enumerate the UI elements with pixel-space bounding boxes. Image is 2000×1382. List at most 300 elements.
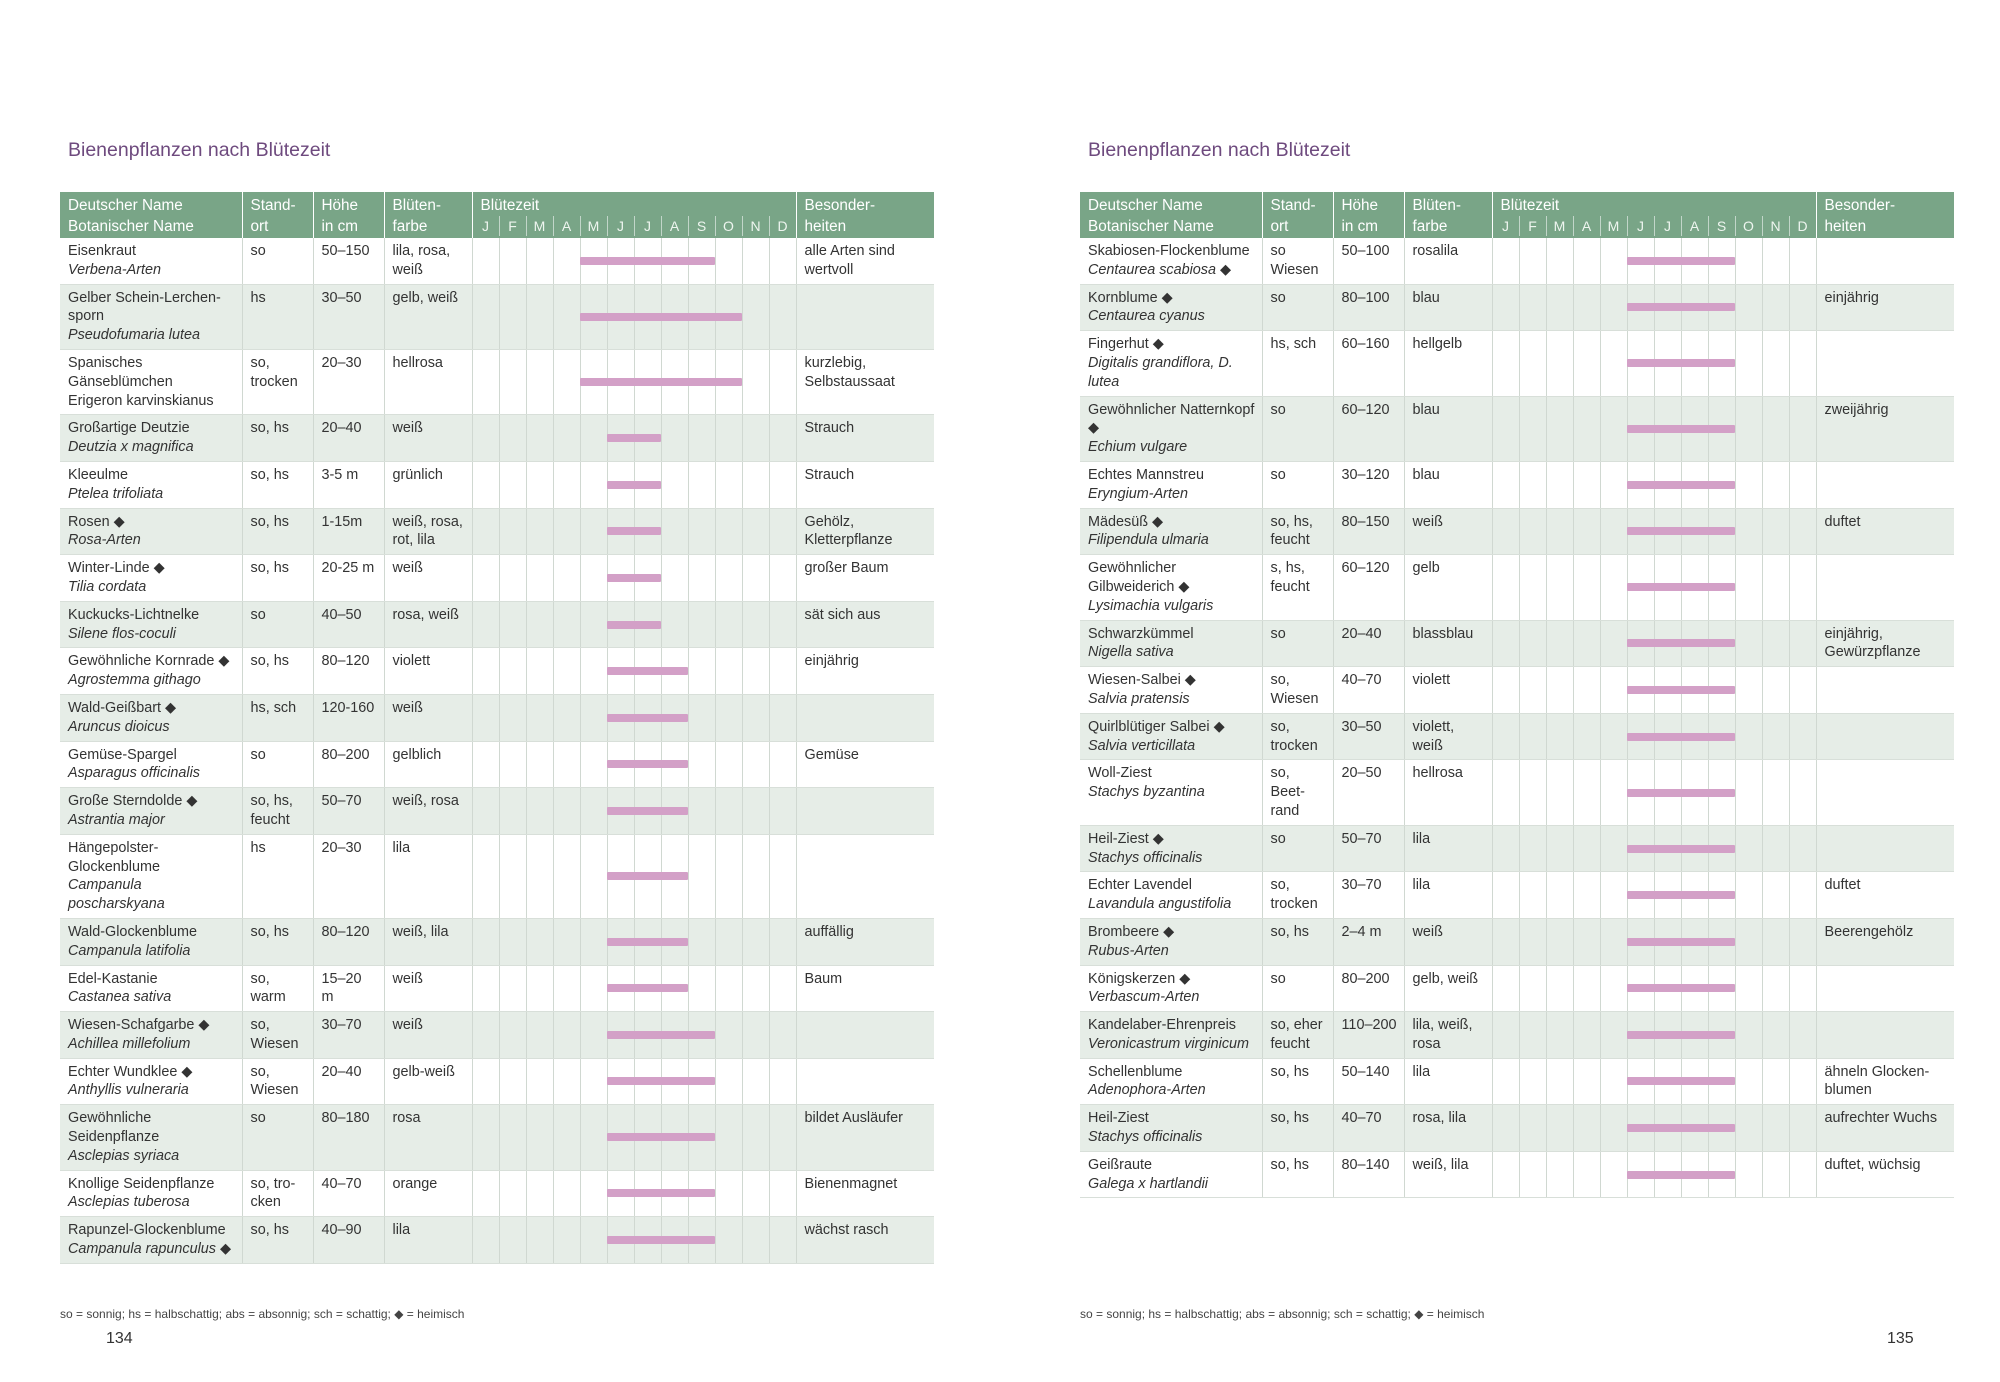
cell-besonderheiten: bildet Ausläufer — [796, 1105, 934, 1170]
cell-bluetezeit — [472, 349, 796, 414]
month-label: J — [607, 216, 634, 236]
cell-besonderheiten: duftet — [1816, 508, 1954, 555]
cell-standort: so — [1262, 620, 1333, 667]
cell-standort: so, Wiesen — [242, 1058, 313, 1105]
plant-name: Gewöhnliche Kornrade ◆ — [68, 653, 230, 670]
cell-hoehe: 80–140 — [1333, 1151, 1404, 1198]
cell-hoehe: 40–70 — [313, 1170, 384, 1217]
cell-besonderheiten: Bienenmagnet — [796, 1170, 934, 1217]
botanical-name: Astrantia major — [68, 811, 165, 828]
table-row — [1080, 667, 1954, 714]
cell-besonderheiten: Strauch — [796, 415, 934, 462]
cell-name — [60, 1058, 242, 1105]
cell-farbe: blassblau — [1404, 620, 1492, 667]
cell-name — [60, 238, 242, 284]
plant-name: Gewöhnlicher Gilbweiderich ◆ — [1088, 560, 1190, 595]
cell-standort: so — [1262, 461, 1333, 508]
cell-name — [1080, 620, 1262, 667]
bloom-bar — [1627, 733, 1735, 741]
cell-farbe: gelb, weiß — [1404, 965, 1492, 1012]
table-row — [60, 349, 934, 414]
cell-name — [60, 508, 242, 555]
cell-name — [1080, 1012, 1262, 1059]
cell-bluetezeit — [1492, 1151, 1816, 1198]
month-label: J — [1502, 218, 1509, 234]
cell-standort: so, eher feucht — [1262, 1012, 1333, 1059]
cell-hoehe: 50–70 — [1333, 825, 1404, 872]
cell-hoehe: 20–50 — [1333, 760, 1404, 825]
bloom-bar — [607, 1133, 715, 1141]
botanical-name: Pseudofumaria lutea — [68, 327, 200, 344]
botanical-name: Echium vulgare — [1088, 439, 1188, 456]
cell-name — [1080, 760, 1262, 825]
page-right — [1000, 0, 2000, 1382]
botanical-name: Campanula poscharskyana — [68, 877, 165, 913]
table-row — [60, 965, 934, 1012]
cell-hoehe: 80–150 — [1333, 508, 1404, 555]
botanical-name: Erigeron karvinskianus — [68, 392, 214, 409]
bloom-bar — [607, 1077, 715, 1085]
bloom-bar — [1627, 984, 1735, 992]
botanical-name: Silene flos-coculi — [68, 625, 176, 642]
cell-hoehe: 80–100 — [1333, 284, 1404, 331]
cell-hoehe: 40–70 — [1333, 1105, 1404, 1152]
cell-standort: so, hs — [1262, 1105, 1333, 1152]
bloom-bar — [607, 807, 688, 815]
cell-standort: so, trocken — [1262, 713, 1333, 760]
cell-farbe: weiß — [1404, 508, 1492, 555]
cell-bluetezeit — [472, 1105, 796, 1170]
cell-bluetezeit — [472, 415, 796, 462]
cell-farbe: blau — [1404, 396, 1492, 461]
cell-farbe: rosalila — [1404, 238, 1492, 284]
cell-farbe: gelb, weiß — [384, 284, 472, 349]
plant-name: Kuckucks-Lichtnelke — [68, 606, 200, 623]
plant-name: Wald-Glockenblume — [68, 923, 198, 940]
bloom-bar — [607, 434, 661, 442]
cell-bluetezeit — [472, 238, 796, 284]
cell-bluetezeit — [1492, 667, 1816, 714]
cell-bluetezeit — [472, 284, 796, 349]
cell-bluetezeit — [472, 555, 796, 602]
bloom-bar — [607, 527, 661, 535]
month-label: N — [1762, 216, 1789, 236]
cell-bluetezeit — [1492, 238, 1816, 284]
cell-hoehe: 60–120 — [1333, 396, 1404, 461]
legend: so = sonnig; hs = halbschattig; abs = absonnig; sch = schattig; ◆ = heimisch — [1080, 1307, 1485, 1321]
table-row — [60, 238, 934, 284]
legend: so = sonnig; hs = halbschattig; abs = absonnig; sch = schattig; ◆ = heimisch — [60, 1307, 465, 1321]
bloom-bar — [607, 667, 688, 675]
cell-hoehe: 20-25 m — [313, 555, 384, 602]
cell-besonderheiten: einjährig — [796, 648, 934, 695]
cell-farbe: gelb-weiß — [384, 1058, 472, 1105]
table-header — [60, 192, 934, 238]
cell-name — [60, 965, 242, 1012]
botanical-name: Salvia verticillata — [1088, 737, 1196, 754]
table-row — [60, 1105, 934, 1170]
cell-name — [1080, 238, 1262, 284]
cell-besonderheiten — [796, 284, 934, 349]
bloom-bar — [1627, 891, 1735, 899]
bloom-bar — [580, 313, 742, 321]
table-row — [60, 415, 934, 462]
cell-bluetezeit — [1492, 1058, 1816, 1105]
cell-besonderheiten: kurzlebig, Selbstaussaat — [796, 349, 934, 414]
month-label: O — [1735, 216, 1762, 236]
plant-name: Schwarzkümmel — [1088, 625, 1194, 642]
table-row — [60, 788, 934, 835]
header-standort: Stand- ort — [1262, 192, 1333, 238]
cell-hoehe: 30–70 — [313, 1012, 384, 1059]
cell-bluetezeit — [472, 1217, 796, 1264]
cell-besonderheiten: einjährig, Gewürzpflanze — [1816, 620, 1954, 667]
bloom-bar — [1627, 425, 1735, 433]
bloom-bar — [1627, 789, 1735, 797]
cell-name — [1080, 1151, 1262, 1198]
plant-name: Wiesen-Salbei ◆ — [1088, 672, 1196, 689]
cell-hoehe: 60–120 — [1333, 555, 1404, 620]
cell-hoehe: 40–50 — [313, 601, 384, 648]
cell-farbe: lila — [1404, 825, 1492, 872]
month-label: A — [1573, 216, 1600, 236]
plant-name: Spanisches Gänseblümchen — [68, 354, 173, 390]
month-label: J — [1627, 216, 1654, 236]
month-label: F — [499, 216, 526, 236]
table-row — [1080, 508, 1954, 555]
cell-bluetezeit — [1492, 461, 1816, 508]
botanical-name: Agrostemma githago — [68, 672, 201, 689]
cell-standort: so — [1262, 965, 1333, 1012]
cell-bluetezeit — [1492, 1012, 1816, 1059]
header-bluetezeit: Blütezeit J F M A M J J A S O N D — [472, 192, 796, 238]
cell-hoehe: 20–40 — [313, 1058, 384, 1105]
cell-bluetezeit — [472, 1058, 796, 1105]
cell-standort: so — [1262, 825, 1333, 872]
header-hoehe: Höhe in cm — [313, 192, 384, 238]
bloom-bar — [607, 621, 661, 629]
botanical-name: Centaurea cyanus — [1088, 308, 1205, 325]
cell-name — [60, 555, 242, 602]
header-besonderheiten: Besonder- heiten — [1816, 192, 1954, 238]
cell-name — [60, 415, 242, 462]
cell-besonderheiten — [1816, 1012, 1954, 1059]
cell-farbe: hellgelb — [1404, 331, 1492, 396]
cell-standort: so, hs — [242, 508, 313, 555]
cell-hoehe: 50–100 — [1333, 238, 1404, 284]
cell-farbe: grünlich — [384, 461, 472, 508]
botanical-name: Castanea sativa — [68, 989, 172, 1006]
cell-name — [1080, 1058, 1262, 1105]
cell-farbe: lila, rosa, weiß — [384, 238, 472, 284]
cell-name — [60, 1217, 242, 1264]
cell-bluetezeit — [472, 965, 796, 1012]
cell-name — [60, 648, 242, 695]
cell-farbe: weiß — [384, 415, 472, 462]
botanical-name: Galega x hartlandii — [1088, 1175, 1208, 1192]
plant-name: Gelber Schein-Lerchen-sporn — [68, 289, 221, 325]
plant-name: Knollige Seidenpflanze — [68, 1175, 215, 1192]
bloom-bar — [580, 257, 715, 265]
bloom-bar — [607, 984, 688, 992]
table-row — [1080, 1058, 1954, 1105]
botanical-name: Rosa-Arten — [68, 532, 141, 549]
cell-farbe: weiß — [384, 965, 472, 1012]
cell-name — [1080, 965, 1262, 1012]
month-label: N — [742, 216, 769, 236]
bloom-bar — [1627, 845, 1735, 853]
cell-farbe: weiß — [384, 1012, 472, 1059]
month-label: D — [769, 216, 796, 236]
cell-name — [60, 1170, 242, 1217]
header-farbe: Blüten- farbe — [384, 192, 472, 238]
cell-hoehe: 80–120 — [313, 918, 384, 965]
cell-besonderheiten — [1816, 331, 1954, 396]
table-row — [1080, 872, 1954, 919]
cell-besonderheiten: einjährig — [1816, 284, 1954, 331]
cell-besonderheiten — [796, 788, 934, 835]
cell-bluetezeit — [472, 1012, 796, 1059]
cell-standort: so, hs — [242, 555, 313, 602]
table-row — [60, 918, 934, 965]
cell-name — [1080, 825, 1262, 872]
plant-name: Mädesüß ◆ — [1088, 513, 1164, 530]
botanical-name: Stachys byzantina — [1088, 784, 1205, 801]
cell-bluetezeit — [472, 1170, 796, 1217]
plant-name: Gemüse-Spargel — [68, 746, 177, 763]
cell-bluetezeit — [1492, 331, 1816, 396]
cell-name — [1080, 918, 1262, 965]
cell-farbe: weiß — [384, 694, 472, 741]
month-label: J — [1654, 216, 1681, 236]
cell-name — [1080, 331, 1262, 396]
cell-farbe: weiß — [1404, 918, 1492, 965]
table-row — [1080, 284, 1954, 331]
cell-name — [60, 834, 242, 918]
botanical-name: Campanula rapunculus ◆ — [68, 1241, 232, 1258]
table-row — [60, 461, 934, 508]
month-label: D — [1789, 216, 1816, 236]
cell-besonderheiten — [1816, 760, 1954, 825]
bloom-bar — [1627, 686, 1735, 694]
bloom-bar — [607, 938, 688, 946]
botanical-name: Achillea millefolium — [68, 1035, 191, 1052]
cell-hoehe: 50–70 — [313, 788, 384, 835]
cell-besonderheiten — [796, 1012, 934, 1059]
bloom-bar — [607, 1189, 715, 1197]
cell-hoehe: 80–120 — [313, 648, 384, 695]
table-row — [1080, 620, 1954, 667]
cell-standort: so, Wiesen — [1262, 667, 1333, 714]
plant-name: Kleeulme — [68, 466, 128, 483]
botanical-name: Veronicastrum virginicum — [1088, 1035, 1250, 1052]
cell-farbe: rosa, weiß — [384, 601, 472, 648]
month-label: M — [1600, 216, 1627, 236]
cell-hoehe: 2–4 m — [1333, 918, 1404, 965]
cell-besonderheiten: wächst rasch — [796, 1217, 934, 1264]
cell-standort: so Wiesen — [1262, 238, 1333, 284]
plant-name: Echter Lavendel — [1088, 877, 1193, 894]
plant-name: Quirlblütiger Salbei ◆ — [1088, 718, 1225, 735]
page-title: Bienenpflanzen nach Blütezeit — [68, 139, 331, 161]
bloom-bar — [607, 1031, 715, 1039]
botanical-name: Adenophora-Arten — [1088, 1082, 1206, 1099]
cell-standort: so, hs — [242, 918, 313, 965]
table-row — [60, 1170, 934, 1217]
plant-name: Heil-Ziest ◆ — [1088, 830, 1164, 847]
plant-table — [1080, 192, 1954, 1198]
table-row — [1080, 396, 1954, 461]
cell-hoehe: 80–200 — [313, 741, 384, 788]
month-label: A — [1681, 216, 1708, 236]
bloom-bar — [1627, 583, 1735, 591]
plant-name: Rapunzel-Glockenblume — [68, 1222, 226, 1239]
botanical-name: Digitalis grandiflora, D. lutea — [1088, 354, 1233, 390]
plant-name: Königskerzen ◆ — [1088, 970, 1191, 987]
cell-farbe: orange — [384, 1170, 472, 1217]
plant-name: Große Sterndolde ◆ — [68, 793, 198, 810]
cell-name — [60, 601, 242, 648]
cell-bluetezeit — [1492, 713, 1816, 760]
table-row — [60, 284, 934, 349]
cell-name — [60, 1012, 242, 1059]
cell-bluetezeit — [472, 788, 796, 835]
cell-hoehe: 20–40 — [313, 415, 384, 462]
cell-bluetezeit — [1492, 620, 1816, 667]
page-number: 135 — [1887, 1330, 1914, 1347]
cell-farbe: lila, weiß, rosa — [1404, 1012, 1492, 1059]
cell-name — [60, 694, 242, 741]
cell-bluetezeit — [472, 508, 796, 555]
cell-besonderheiten — [1816, 238, 1954, 284]
cell-besonderheiten: Strauch — [796, 461, 934, 508]
plant-name: Brombeere ◆ — [1088, 923, 1175, 940]
bloom-bar — [1627, 481, 1735, 489]
table-row — [1080, 555, 1954, 620]
plant-name: Hängepolster-Glockenblume — [68, 839, 160, 875]
cell-besonderheiten — [1816, 667, 1954, 714]
cell-bluetezeit — [1492, 965, 1816, 1012]
plant-name: Heil-Ziest — [1088, 1110, 1149, 1127]
plant-name: Edel-Kastanie — [68, 970, 158, 987]
cell-bluetezeit — [1492, 872, 1816, 919]
botanical-name: Eryngium-Arten — [1088, 485, 1188, 502]
cell-standort: hs, sch — [242, 694, 313, 741]
cell-besonderheiten — [1816, 555, 1954, 620]
cell-hoehe: 30–50 — [1333, 713, 1404, 760]
cell-bluetezeit — [1492, 396, 1816, 461]
plant-name: Woll-Ziest — [1088, 765, 1152, 782]
bloom-bar — [1627, 1077, 1735, 1085]
cell-besonderheiten: duftet, wüchsig — [1816, 1151, 1954, 1198]
table-row — [60, 1012, 934, 1059]
cell-standort: hs, sch — [1262, 331, 1333, 396]
month-label: J — [482, 218, 489, 234]
month-label: O — [715, 216, 742, 236]
cell-name — [1080, 396, 1262, 461]
cell-farbe: weiß, rosa — [384, 788, 472, 835]
cell-farbe: violett — [1404, 667, 1492, 714]
cell-besonderheiten: Baum — [796, 965, 934, 1012]
bloom-bar — [1627, 303, 1735, 311]
botanical-name: Lavandula angustifolia — [1088, 896, 1232, 913]
month-label: S — [1708, 216, 1735, 236]
cell-hoehe: 50–150 — [313, 238, 384, 284]
cell-besonderheiten: alle Arten sind wertvoll — [796, 238, 934, 284]
cell-hoehe: 60–160 — [1333, 331, 1404, 396]
cell-besonderheiten: großer Baum — [796, 555, 934, 602]
cell-standort: so, hs — [1262, 918, 1333, 965]
plant-name: Echter Wundklee ◆ — [68, 1063, 193, 1080]
botanical-name: Aruncus dioicus — [68, 718, 170, 735]
page-title: Bienenpflanzen nach Blütezeit — [1088, 139, 1351, 161]
cell-farbe: lila — [1404, 1058, 1492, 1105]
cell-name — [60, 918, 242, 965]
cell-besonderheiten: ähneln Glocken-blumen — [1816, 1058, 1954, 1105]
botanical-name: Asparagus officinalis — [68, 765, 200, 782]
table-row — [60, 741, 934, 788]
cell-besonderheiten: sät sich aus — [796, 601, 934, 648]
cell-farbe: violett — [384, 648, 472, 695]
botanical-name: Campanula latifolia — [68, 942, 191, 959]
cell-standort: so, hs — [242, 461, 313, 508]
cell-farbe: weiß, lila — [1404, 1151, 1492, 1198]
cell-besonderheiten — [1816, 461, 1954, 508]
cell-bluetezeit — [1492, 825, 1816, 872]
cell-besonderheiten: Beerengehölz — [1816, 918, 1954, 965]
table-row — [60, 555, 934, 602]
cell-farbe: lila — [1404, 872, 1492, 919]
bloom-bar — [580, 378, 742, 386]
bloom-bar — [1627, 1031, 1735, 1039]
plant-name: Eisenkraut — [68, 243, 136, 259]
cell-besonderheiten — [1816, 965, 1954, 1012]
botanical-name: Stachys officinalis — [1088, 1129, 1203, 1146]
bloom-bar — [607, 1236, 715, 1244]
cell-standort: so, hs, feucht — [242, 788, 313, 835]
cell-hoehe: 80–180 — [313, 1105, 384, 1170]
header-besonderheiten: Besonder- heiten — [796, 192, 934, 238]
cell-standort: so — [242, 238, 313, 284]
botanical-name: Filipendula ulmaria — [1088, 532, 1209, 549]
bloom-bar — [1627, 257, 1735, 265]
bloom-bar — [1627, 639, 1735, 647]
cell-farbe: weiß — [384, 555, 472, 602]
plant-name: Gewöhnliche Seidenpflanze — [68, 1110, 160, 1146]
cell-besonderheiten — [796, 694, 934, 741]
cell-standort: so, hs — [242, 1217, 313, 1264]
cell-hoehe: 3-5 m — [313, 461, 384, 508]
cell-bluetezeit — [1492, 760, 1816, 825]
cell-bluetezeit — [472, 741, 796, 788]
cell-name — [1080, 461, 1262, 508]
cell-standort: s, hs, feucht — [1262, 555, 1333, 620]
cell-besonderheiten: aufrechter Wuchs — [1816, 1105, 1954, 1152]
table-row — [60, 1217, 934, 1264]
header-standort: Stand- ort — [242, 192, 313, 238]
cell-name — [60, 788, 242, 835]
header-name: Deutscher Name Botanischer Name — [60, 192, 242, 238]
table-row — [60, 694, 934, 741]
cell-standort: so, trocken — [1262, 872, 1333, 919]
cell-besonderheiten: duftet — [1816, 872, 1954, 919]
plant-name: Winter-Linde ◆ — [68, 560, 165, 577]
cell-standort: so, hs — [242, 415, 313, 462]
botanical-name: Asclepias syriaca — [68, 1147, 180, 1164]
plant-name: Geißraute — [1088, 1156, 1152, 1173]
plant-name: Gewöhnlicher Natternkopf ◆ — [1088, 401, 1255, 437]
plant-name: Wald-Geißbart ◆ — [68, 699, 177, 716]
